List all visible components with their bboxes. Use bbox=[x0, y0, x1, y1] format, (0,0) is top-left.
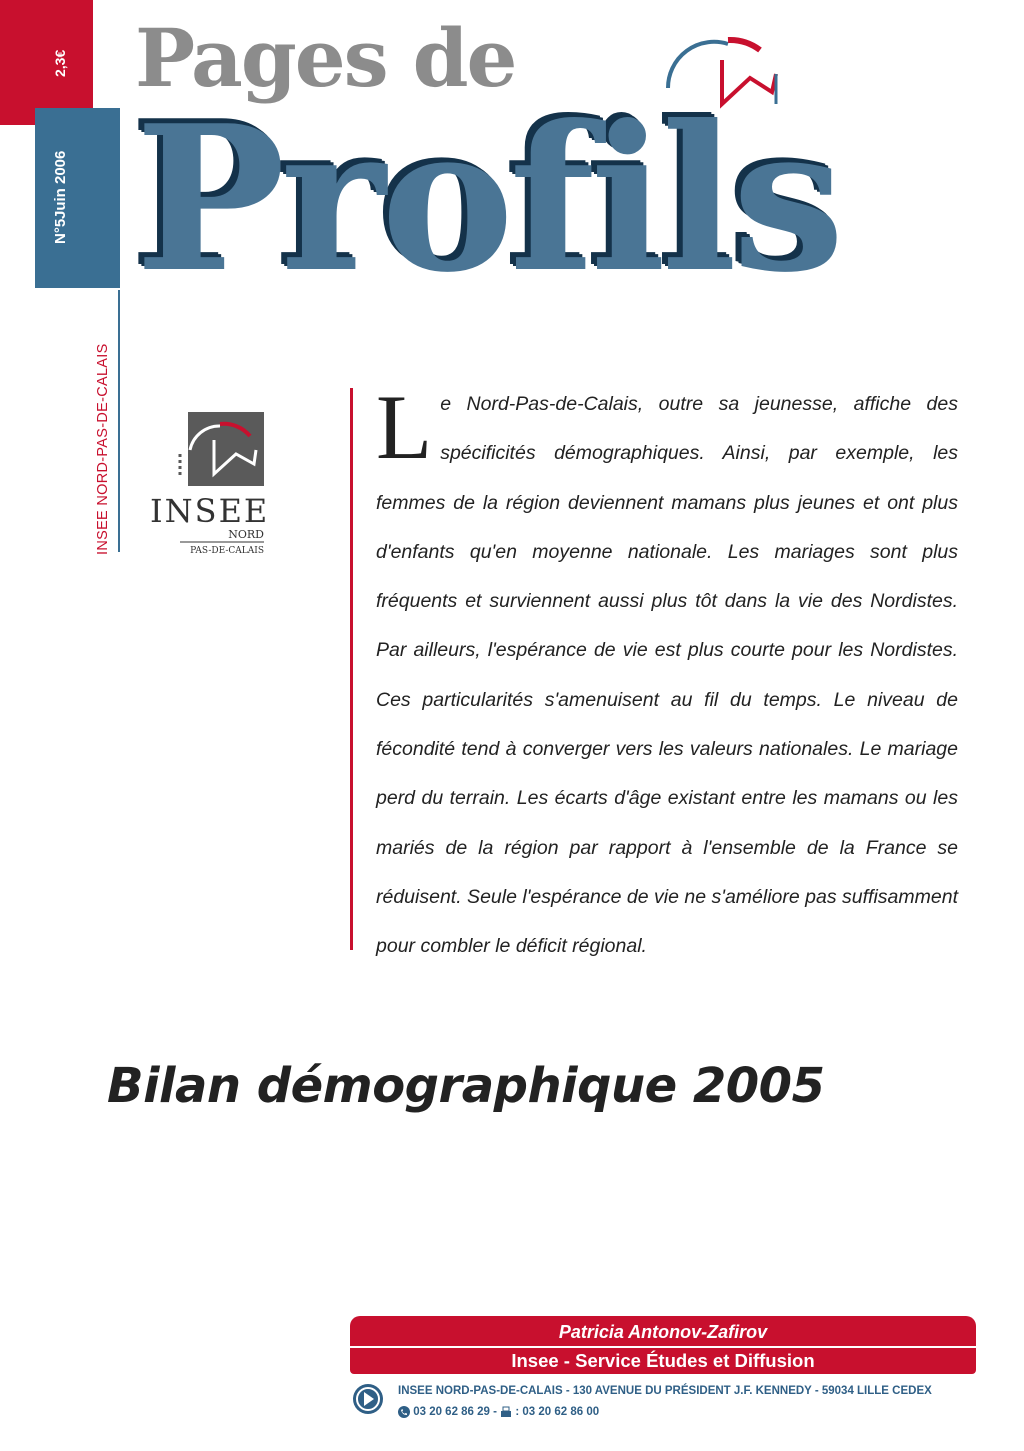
fax-icon bbox=[500, 1406, 512, 1418]
series-prefix: Pages de bbox=[135, 11, 516, 105]
intro-paragraph bbox=[376, 376, 958, 972]
insee-logo-region1: NORD bbox=[228, 528, 264, 541]
service-name: Insee - Service Études et Diffusion bbox=[511, 1350, 815, 1371]
insee-logo bbox=[150, 410, 275, 560]
intro-rule bbox=[350, 388, 353, 950]
price-label: 2,3€ bbox=[52, 49, 68, 77]
series-name: Profils bbox=[135, 82, 840, 317]
issue-info bbox=[50, 112, 110, 282]
arrow-right-icon bbox=[352, 1383, 384, 1415]
insee-logo-name: INSEE bbox=[150, 492, 270, 530]
intro-dropcap: L bbox=[376, 376, 433, 478]
document-title: Bilan démographique 2005 bbox=[107, 1058, 825, 1114]
banner-divider bbox=[350, 1346, 976, 1348]
postal-address: INSEE NORD-PAS-DE-CALAIS - 130 AVENUE DU PRÉSIDENT J.F. KENNEDY - 59034 LILLE CEDEX bbox=[398, 1385, 932, 1397]
insee-chart-logo-icon bbox=[660, 30, 790, 110]
intro-text: e Nord-Pas-de-Calais, outre sa jeunesse, affiche des spécificités démographiques. Ainsi, par exemple, les femmes de la région deviennent mamans plus jeunes et ont plus d'enfants qu'en moyenne nationale. Les mariages sont plus fréquents et surviennent aussi plus tôt dans la vie des Nordistes. Par ailleurs, l'espérance de vie est plus courte pour les Nordistes. Ces particularités s'amenuisent au fil du temps. Le niveau de fécondité tend à converger vers les valeurs nationales. Le mariage perd du terrain. Les écarts d'âge existant entre les mamans ou les mariés de la région par rapport à l'ensemble de la France se réduisent. Seule l'espérance de vie ne s'améliore pas suffisamment pour combler le déficit régional. bbox=[376, 393, 958, 958]
author-name: Patricia Antonov-Zafirov bbox=[558, 1322, 768, 1342]
phone-icon bbox=[398, 1406, 410, 1418]
insee-logo-region2: PAS-DE-CALAIS bbox=[190, 546, 264, 556]
contact-line bbox=[398, 1406, 599, 1418]
fax-number: : 03 20 62 86 00 bbox=[515, 1406, 600, 1419]
issue-date: Juin 2006 bbox=[52, 150, 69, 219]
publisher-label: INSEE NORD-PAS-DE-CALAIS bbox=[95, 343, 111, 555]
issue-number: N°5 bbox=[52, 218, 69, 244]
phone-number: 03 20 62 86 29 - bbox=[413, 1406, 497, 1419]
